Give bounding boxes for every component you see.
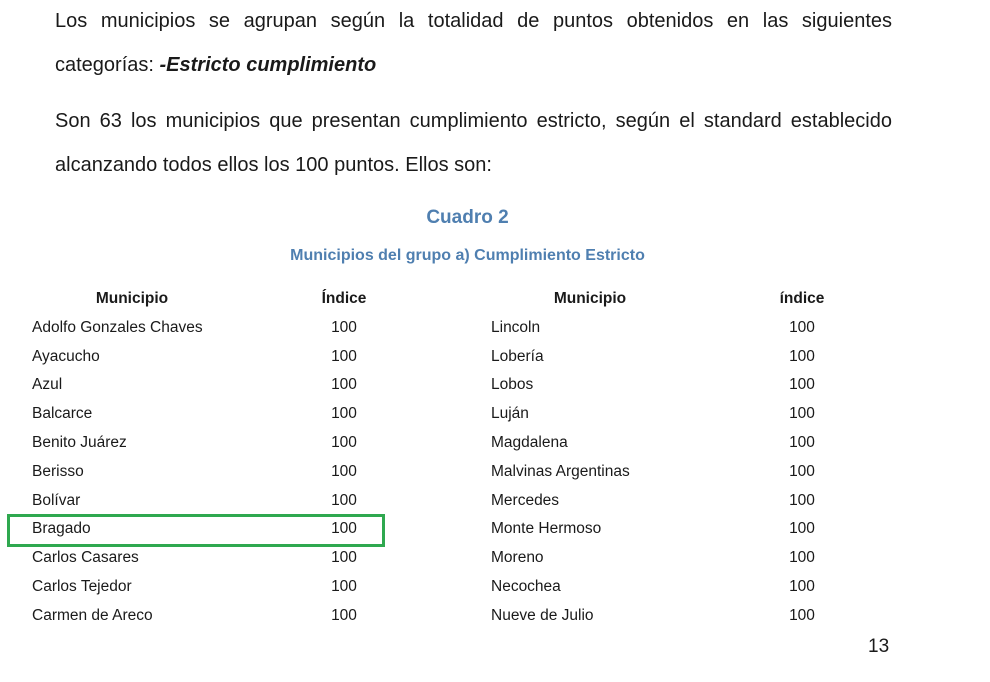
- intro-paragraph: [55, 0, 892, 87]
- table-row: [491, 459, 851, 488]
- indice-value: 100: [331, 433, 357, 451]
- municipio-name: Monte Hermoso: [491, 520, 602, 538]
- indice-value: 100: [331, 405, 357, 423]
- municipio-name: Nueve de Julio: [491, 606, 594, 624]
- indice-value: 100: [789, 520, 815, 538]
- indice-value: 100: [331, 520, 357, 538]
- municipio-name: Carlos Casares: [32, 549, 139, 567]
- indice-value: 100: [331, 491, 357, 509]
- table-row: [491, 603, 851, 632]
- municipio-name: Lincoln: [491, 318, 541, 336]
- left-table-header: [32, 286, 392, 315]
- table-row: [491, 344, 851, 373]
- municipio-name: Berisso: [32, 462, 84, 480]
- municipio-name: Ayacucho: [32, 347, 100, 365]
- table-row: [491, 574, 851, 603]
- municipio-name: Carmen de Areco: [32, 606, 153, 624]
- municipio-name: Azul: [32, 376, 63, 394]
- indice-value: 100: [789, 491, 815, 509]
- indice-value: 100: [331, 347, 357, 365]
- table-row: [491, 401, 851, 430]
- indice-value: 100: [789, 462, 815, 480]
- indice-value: 100: [789, 433, 815, 451]
- indice-value: 100: [789, 606, 815, 624]
- municipio-name: Bragado: [32, 520, 91, 538]
- table-row: [32, 574, 392, 603]
- indice-value: 100: [331, 462, 357, 480]
- indice-value: 100: [789, 347, 815, 365]
- left-table: [32, 286, 392, 632]
- intro-emphasis: -Estricto cumplimiento: [159, 54, 377, 76]
- highlight-box: [7, 514, 385, 547]
- table-row: [32, 372, 392, 401]
- table-row: [32, 344, 392, 373]
- table-title: Cuadro 2: [426, 207, 509, 228]
- municipio-name: Malvinas Argentinas: [491, 462, 630, 480]
- table-subtitle: Municipios del grupo a) Cumplimiento Estricto: [290, 247, 645, 264]
- indice-value: 100: [331, 577, 357, 595]
- municipio-name: Balcarce: [32, 405, 93, 423]
- table-row: [491, 545, 851, 574]
- table-row: [491, 430, 851, 459]
- municipio-name: Lobería: [491, 347, 544, 365]
- table-row: [491, 516, 851, 545]
- right-header-municipio: Municipio: [553, 290, 627, 307]
- left-header-indice: Índice: [321, 290, 367, 307]
- indice-value: 100: [331, 549, 357, 567]
- table-row: [491, 488, 851, 517]
- municipio-name: Lobos: [491, 376, 534, 394]
- municipio-name: Necochea: [491, 577, 561, 595]
- municipio-name: Mercedes: [491, 491, 560, 509]
- indice-value: 100: [789, 318, 815, 336]
- municipio-name: Luján: [491, 405, 529, 423]
- municipio-name: Bolívar: [32, 491, 81, 509]
- table-row: [32, 545, 392, 574]
- municipio-name: Adolfo Gonzales Chaves: [32, 318, 203, 336]
- table-row: [32, 401, 392, 430]
- indice-value: 100: [789, 549, 815, 567]
- table-row: [491, 315, 851, 344]
- table-row: [32, 315, 392, 344]
- right-header-indice: índice: [779, 290, 825, 307]
- municipio-name: Moreno: [491, 549, 544, 567]
- page-number: 13: [868, 636, 890, 657]
- table-row: [32, 488, 392, 517]
- left-header-municipio: Municipio: [95, 290, 169, 307]
- table-row: [491, 372, 851, 401]
- count-paragraph: Son 63 los municipios que presentan cumplimiento estricto, según el standard establecido alcanzando todos ellos los 100 puntos. Ellos son:: [55, 110, 892, 176]
- indice-value: 100: [789, 577, 815, 595]
- municipio-name: Benito Juárez: [32, 433, 127, 451]
- table-row: [32, 459, 392, 488]
- table-row: [32, 603, 392, 632]
- municipio-name: Carlos Tejedor: [32, 577, 132, 595]
- indice-value: 100: [789, 376, 815, 394]
- indice-value: 100: [331, 318, 357, 336]
- municipio-name: Magdalena: [491, 433, 568, 451]
- indice-value: 100: [331, 606, 357, 624]
- indice-value: 100: [789, 405, 815, 423]
- intro-text: Los municipios se agrupan según la totalidad de puntos obtenidos en las siguientes categorías:: [55, 10, 892, 76]
- right-table: [491, 286, 851, 632]
- indice-value: 100: [331, 376, 357, 394]
- table-row: [32, 430, 392, 459]
- right-table-header: [491, 286, 851, 315]
